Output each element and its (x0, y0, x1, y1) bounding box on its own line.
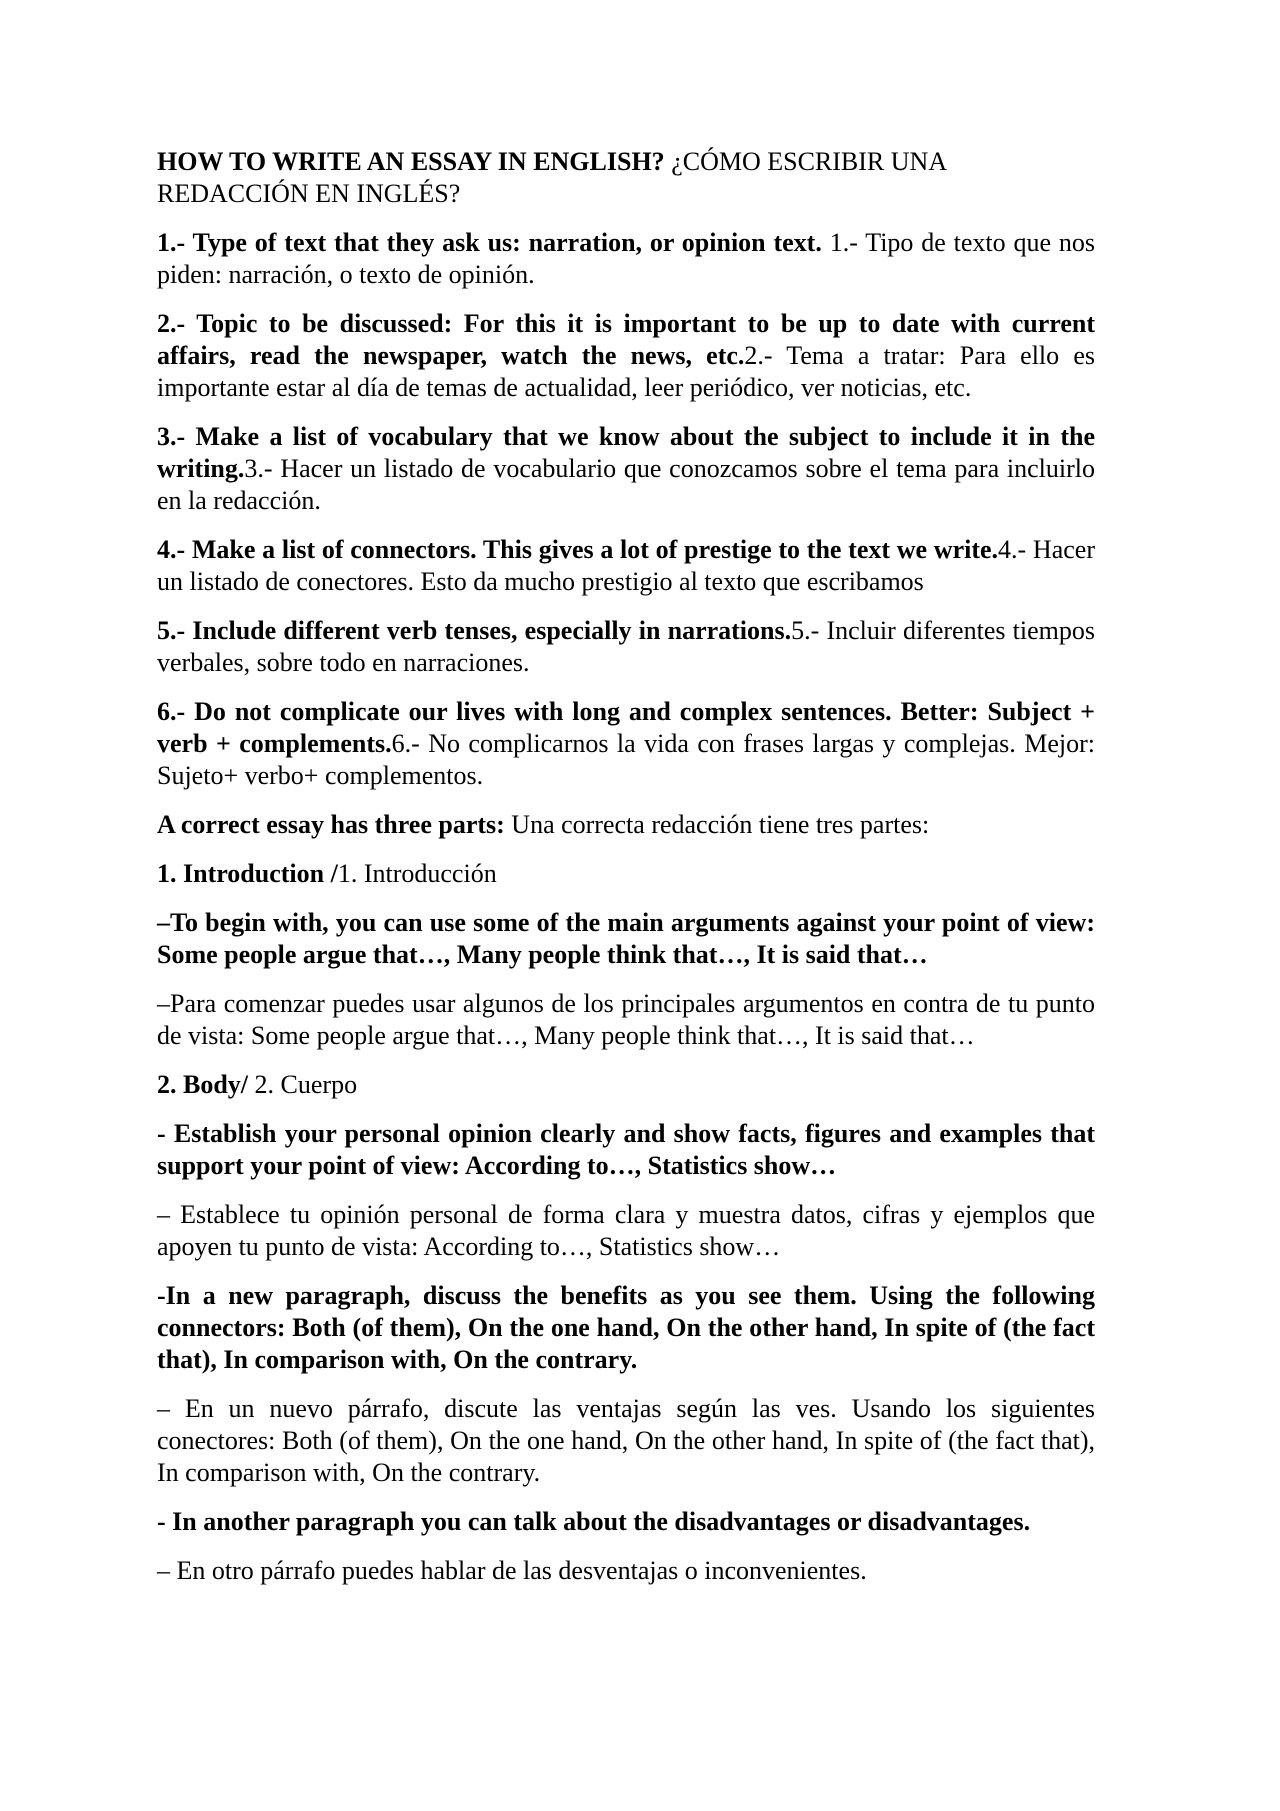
introduction-heading (157, 858, 1095, 890)
essay-parts-spanish: Una correcta redacción tiene tres partes: (504, 810, 930, 839)
step-4-english: 4.- Make a list of connectors. This gives a lot of prestige to the text we write. (157, 535, 999, 564)
body-tip-disadvantages-spanish (157, 1555, 1095, 1587)
body-tip-disadvantages-spanish-text: – En otro párrafo puedes hablar de las desventajas o inconvenientes. (157, 1556, 867, 1585)
body-heading (157, 1069, 1095, 1101)
body-tip-disadvantages-english (157, 1506, 1095, 1538)
introduction-tip-english (157, 907, 1095, 971)
step-5-english: 5.- Include different verb tenses, especially in narrations. (157, 616, 792, 645)
body-tip-disadvantages-english-text: - In another paragraph you can talk about the disadvantages or disadvantages. (157, 1507, 1031, 1536)
body-tip-benefits-spanish (157, 1393, 1095, 1489)
body-tip-opinion-english-text: - Establish your personal opinion clearly and show facts, figures and examples that support your point of view: According to…, Statistics show… (157, 1119, 1095, 1180)
body-tip-benefits-english-text: -In a new paragraph, discuss the benefits as you see them. Using the following connectors: Both (of them), On the one hand, On the other hand, In spite of (the fact that), In comparison with, On the contrary. (157, 1281, 1095, 1374)
introduction-tip-spanish (157, 988, 1095, 1052)
step-1-spanish: 1.- Tipo de texto que nos piden: narración, o texto de opinión. (157, 228, 1095, 289)
step-4-connectors-list (157, 534, 1095, 598)
step-1-type-of-text (157, 227, 1095, 291)
step-5-spanish: 5.- Incluir diferentes tiempos verbales, sobre todo en narraciones. (157, 616, 1095, 677)
step-3-spanish: 3.- Hacer un listado de vocabulario que conozcamos sobre el tema para incluirlo en la redacción. (157, 454, 1095, 515)
essay-parts-statement (157, 809, 1095, 841)
introduction-heading-spanish: 1. Introducción (337, 859, 497, 888)
introduction-heading-english: 1. Introduction / (157, 859, 338, 888)
step-6-spanish: 6.- No complicarnos la vida con frases largas y complejas. Mejor: Sujeto+ verbo+ complementos. (157, 729, 1095, 790)
essay-parts-english: A correct essay has three parts: (157, 810, 505, 839)
step-1-english: 1.- Type of text that they ask us: narration, or opinion text. (157, 228, 822, 257)
body-tip-benefits-spanish-text: – En un nuevo párrafo, discute las ventajas según las ves. Usando los siguientes conectores: Both (of them), On the one hand, On the other hand, In spite of (the fact that), In comparison with, On the contrary. (157, 1394, 1095, 1487)
introduction-tip-spanish-text: –Para comenzar puedes usar algunos de los principales argumentos en contra de tu punto de vista: Some people argue that…, Many people think that…, It is said that… (157, 989, 1095, 1050)
body-heading-english: 2. Body/ (157, 1070, 249, 1099)
introduction-tip-english-text: –To begin with, you can use some of the main arguments against your point of view: Some people argue that…, Many people think that…, It is said that… (157, 908, 1095, 969)
step-2-english: 2.- Topic to be discussed: For this it is important to be up to date with current affairs, read the newspaper, watch the news, etc. (157, 309, 1095, 370)
document-title-english: HOW TO WRITE AN ESSAY IN ENGLISH? (157, 147, 665, 176)
document-title-spanish: ¿CÓMO ESCRIBIR UNA REDACCIÓN EN INGLÉS? (157, 147, 946, 208)
body-heading-spanish: 2. Cuerpo (248, 1070, 358, 1099)
step-2-topic (157, 308, 1095, 404)
step-3-vocabulary-list (157, 421, 1095, 517)
body-tip-opinion-spanish (157, 1199, 1095, 1263)
step-6-english: 6.- Do not complicate our lives with long and complex sentences. Better: Subject + verb + complements. (157, 697, 1095, 758)
step-5-verb-tenses (157, 615, 1095, 679)
document-title (157, 146, 1095, 210)
body-tip-opinion-english (157, 1118, 1095, 1182)
body-tip-opinion-spanish-text: – Establece tu opinión personal de forma clara y muestra datos, cifras y ejemplos que apoyen tu punto de vista: According to…, Statistics show… (157, 1200, 1095, 1261)
body-tip-benefits-english (157, 1280, 1095, 1376)
step-2-spanish: 2.- Tema a tratar: Para ello es importante estar al día de temas de actualidad, leer periódico, ver noticias, etc. (157, 341, 1095, 402)
step-6-simple-sentences (157, 696, 1095, 792)
step-4-spanish: 4.- Hacer un listado de conectores. Esto da mucho prestigio al texto que escribamos (157, 535, 1095, 596)
step-3-english: 3.- Make a list of vocabulary that we know about the subject to include it in the writing. (157, 422, 1095, 483)
